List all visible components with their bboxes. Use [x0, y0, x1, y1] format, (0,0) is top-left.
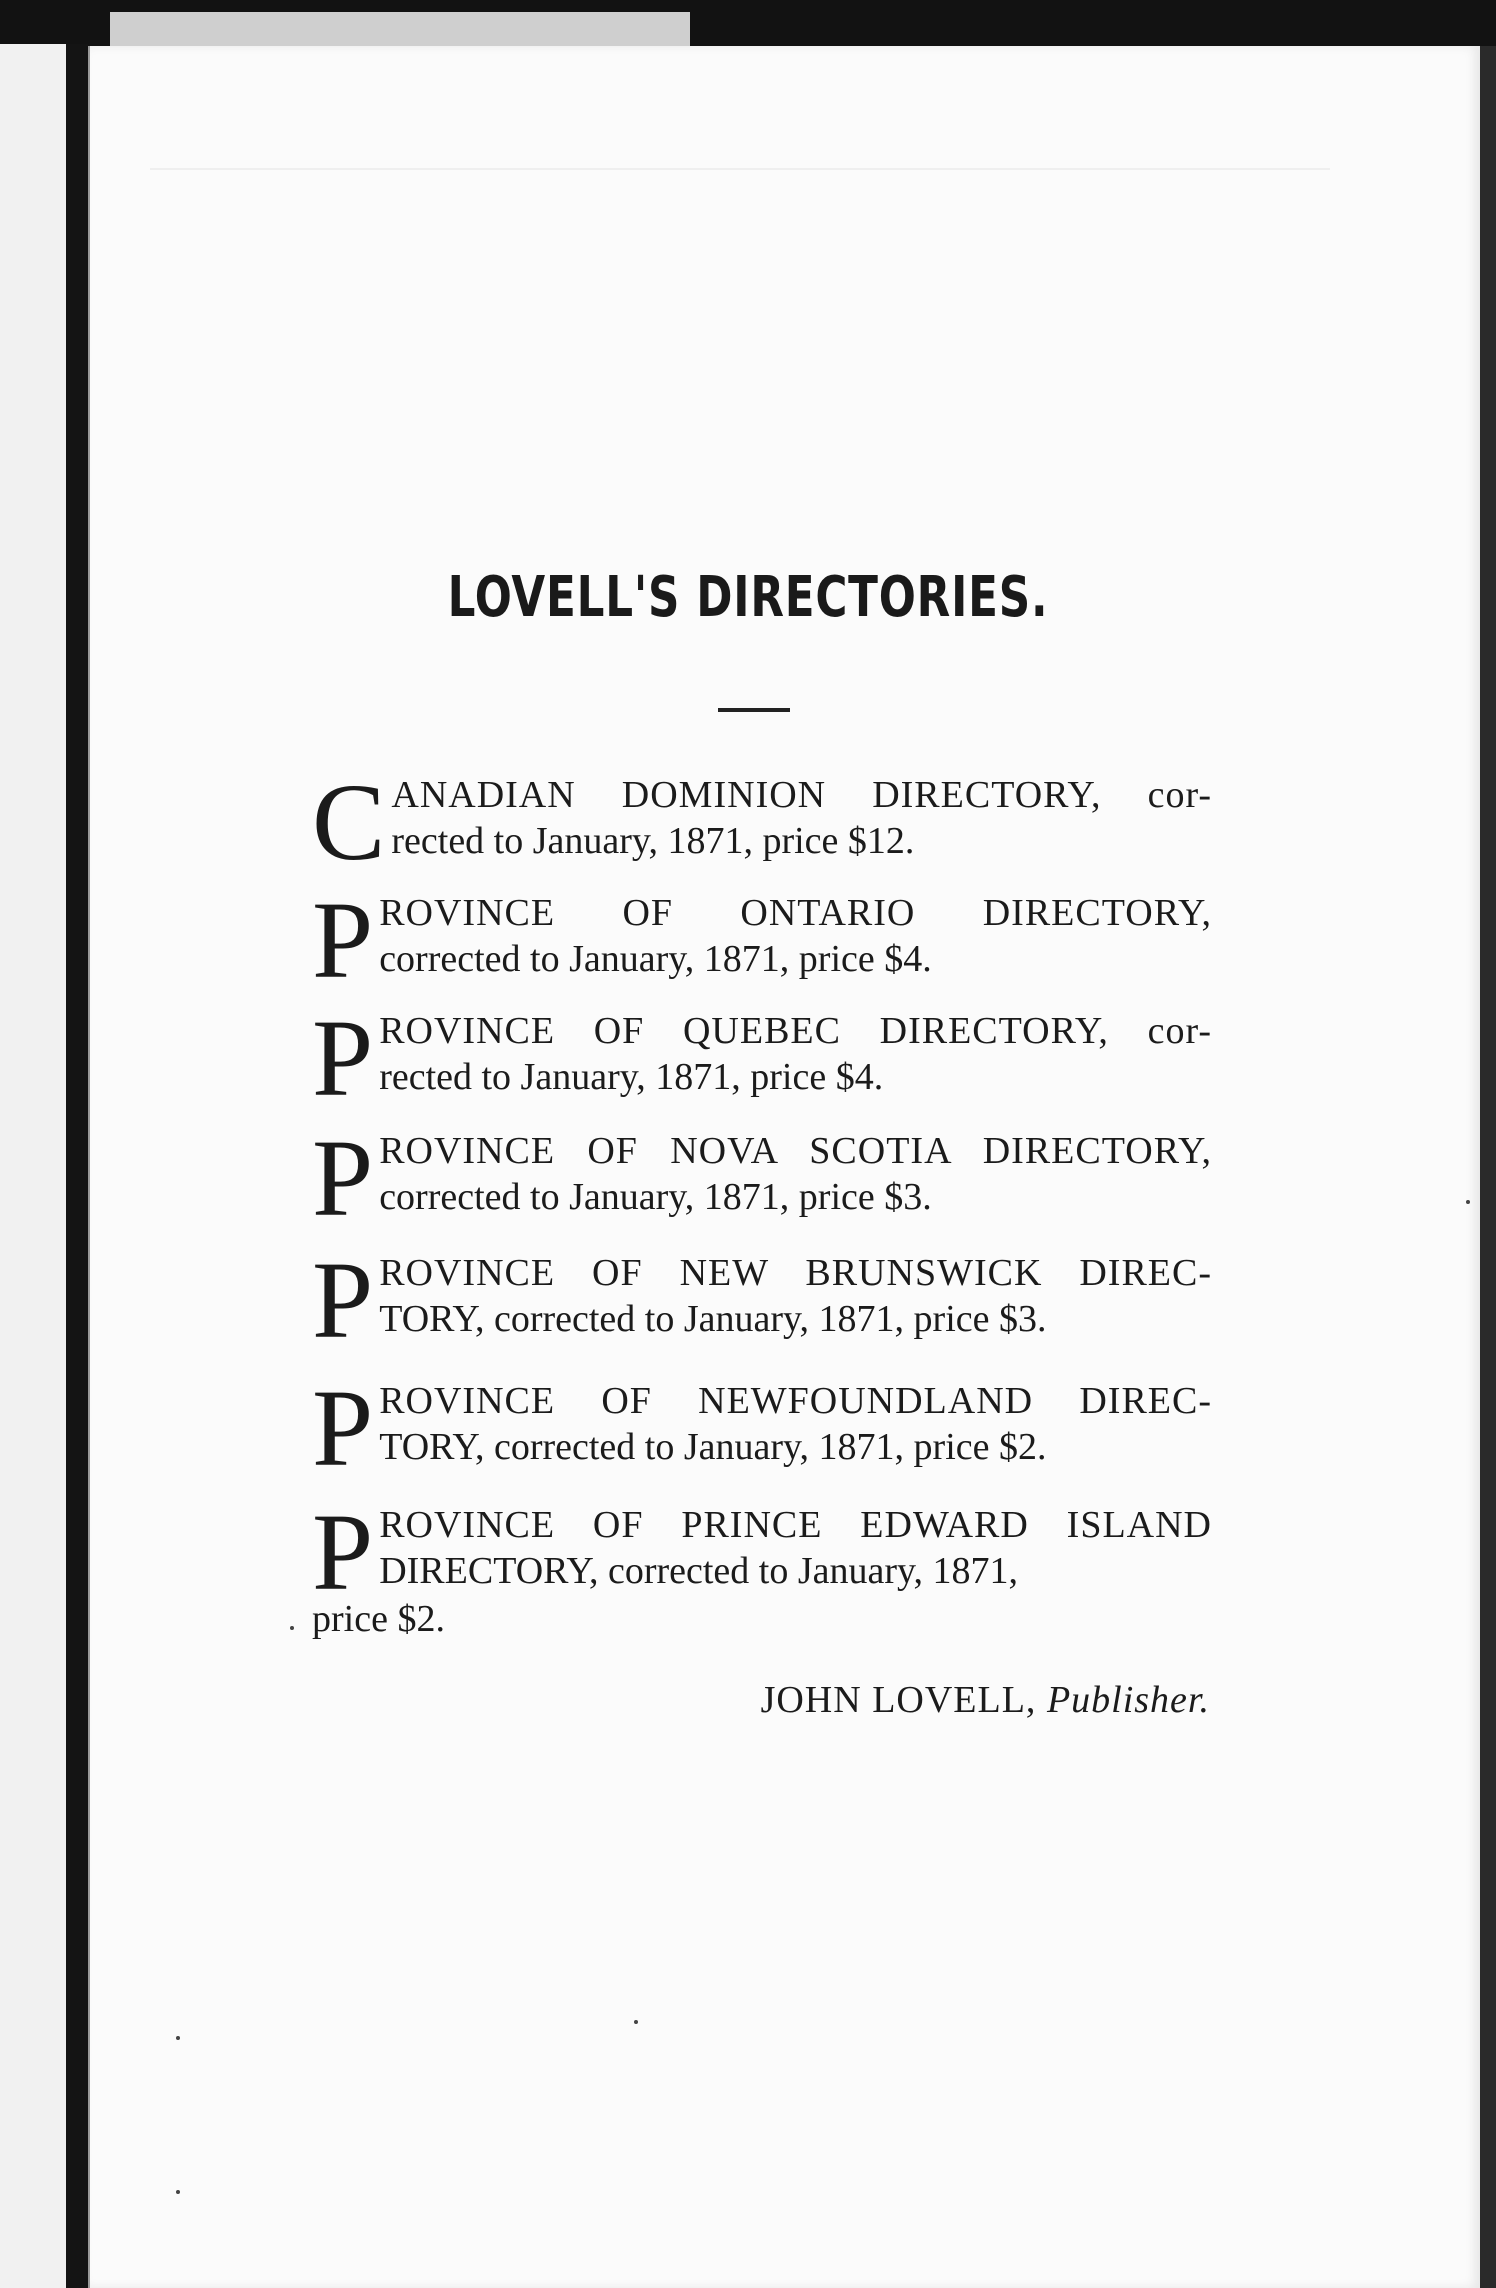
- publisher-credit: [680, 1678, 1210, 1722]
- drop-cap: P: [312, 1367, 374, 1489]
- entry-line: ROVINCE OF NOVA SCOTIA DIRECTORY,: [379, 1130, 1212, 1172]
- directory-list: [312, 761, 1212, 1642]
- drop-cap: C: [312, 761, 386, 883]
- book-gutter: [66, 44, 88, 2288]
- entry-line: price $2.: [312, 1598, 445, 1640]
- entry-line: ROVINCE OF ONTARIO DIRECTORY,: [379, 892, 1212, 934]
- drop-cap: P: [312, 997, 374, 1119]
- entry-line: ROVINCE OF QUEBEC DIRECTORY, cor-: [379, 1010, 1212, 1052]
- facing-page-edge: [0, 44, 66, 2288]
- directory-entry: [312, 1117, 1212, 1239]
- scan-right-edge: [1478, 46, 1496, 2288]
- entry-line: TORY, corrected to January, 1871, price $3.: [379, 1298, 1047, 1340]
- paper-speck: [1466, 1200, 1470, 1204]
- paper-speck: [176, 2036, 180, 2040]
- show-through-rule: [150, 168, 1330, 170]
- entry-line: ROVINCE OF NEWFOUNDLAND DIREC-: [379, 1380, 1212, 1422]
- entry-line: corrected to January, 1871, price $4.: [379, 938, 932, 980]
- scan-top-paper: [110, 12, 690, 46]
- entry-line: ROVINCE OF PRINCE EDWARD ISLAND: [379, 1504, 1212, 1546]
- paper-speck: [290, 1626, 294, 1630]
- entry-line: rected to January, 1871, price $12.: [391, 820, 915, 862]
- directory-entry: [312, 1367, 1212, 1489]
- entry-line: DIRECTORY, corrected to January, 1871,: [379, 1550, 1019, 1592]
- drop-cap: P: [312, 1491, 374, 1613]
- title-rule: [718, 708, 790, 712]
- directory-entry: [312, 879, 1212, 1001]
- drop-cap: P: [312, 1117, 374, 1239]
- directory-entry: [312, 1491, 1212, 1642]
- entry-line: ANADIAN DOMINION DIRECTORY, cor-: [391, 774, 1212, 816]
- entry-line: TORY, corrected to January, 1871, price $2.: [379, 1426, 1047, 1468]
- directory-entry: [312, 997, 1212, 1119]
- directory-entry: [312, 1239, 1212, 1361]
- entry-line: rected to January, 1871, price $4.: [379, 1056, 884, 1098]
- entry-line: ROVINCE OF NEW BRUNSWICK DIREC-: [379, 1252, 1212, 1294]
- directory-entry: [312, 761, 1212, 883]
- paper-speck: [634, 2020, 638, 2024]
- publisher-role: Publisher.: [1046, 1679, 1210, 1721]
- publisher-name: JOHN LOVELL,: [760, 1679, 1037, 1721]
- drop-cap: P: [312, 879, 374, 1001]
- drop-cap: P: [312, 1239, 374, 1361]
- entry-line: corrected to January, 1871, price $3.: [379, 1176, 932, 1218]
- paper-speck: [176, 2190, 180, 2194]
- page-title: LOVELL'S DIRECTORIES.: [447, 565, 1049, 630]
